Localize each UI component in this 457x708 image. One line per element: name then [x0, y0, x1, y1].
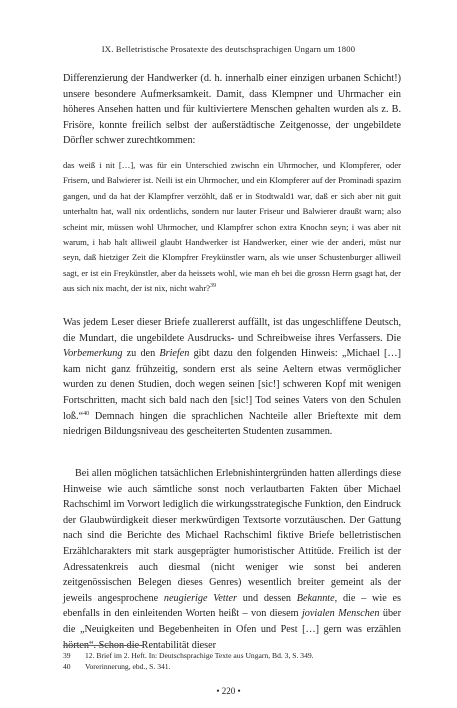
paragraph-3-text-b: und dessen — [237, 592, 297, 604]
emphasis-bekannte: Bekannte — [296, 592, 335, 604]
paragraph-3-text-c: , die – wie es ebenfalls in den einleitenden Worten heißt – von diesem — [63, 592, 401, 620]
quote-text: das weiß i nit […], was für ein Unterschied zwischn ein Uhrmocher, und Klompferer, oder Frisern, und Balwierer ist. Neili ist ein Uhrmocher, und ein Klompferer auf der Prominadi spazirn gangen, und da hat der Klampfrer verzöhlt, daß er in Stodtwald1 war, daß er sich aber nit guit unterhaltn hat, wall nix ordentlichs, sondern nur lauter Friseur und Balwierer draußt warn; also scheint mir, müssen wohl Uhrmocher, und Klampfrer schon extra Knochn seyn; i was aber nit warum, i hab halt alliweil glaubt Handwerker ist Handwerker, einer wie der anderi, müst nur seyn, daß hietziger Zeit die Klompfrer Freykünstler warn, als wie unser Schustenburger alliweil sagt, er ist ein Freykünstler, aber da heissets wohl, wie man eh bei die grossn Herrn gsagt hat, der aus sich nix macht, der ist nix, nicht wahr? — [63, 160, 401, 294]
footnote-text: Vorerinnerung, ebd., S. 341. — [85, 662, 171, 671]
footnote-40 — [63, 661, 401, 672]
footnote-39 — [63, 650, 401, 661]
paragraph-2 — [63, 315, 401, 440]
footnote-text: 12. Brief im 2. Heft. In: Deutschsprachige Texte aus Ungarn, Bd. 3, S. 349. — [85, 651, 314, 660]
paragraph-2-text-d: Demnach hingen die sprachlichen Nachteile aller Brieftexte mit dem niedrigen Bildungsniveau des gescheiterten Studenten zusammen. — [63, 410, 401, 438]
footnote-divider — [63, 645, 143, 646]
paragraph-3-text-d: über die „Neuigkeiten und Begebenheiten in Ofen und Pest […] gern was erzählen hörten“. Schon die Rentabilität dieser — [63, 608, 401, 651]
paragraph-1: Differenzierung der Handwerker (d. h. innerhalb einer einzigen urbanen Schicht!) unsere besondere Aufmerksamkeit. Damit, dass Klempner und Uhrmacher ein höheres Ansehen hatten und für kultiviertere Menschen gehalten wurden als z. B. Frisöre, konnte freilich selbst der außerstädtische Zeitgenosse, der ungebildete Dörfler schwer zurechtkommen: — [63, 73, 401, 147]
paragraph-2-text-c: gibt dazu den folgenden Hinweis: „Michael […] kam nicht ganz frühzeitig, sondern erst als seine Aeltern etwas vermöglicher wurden zu denen Studien, doch wegen seinen [sic!] schweren Kopf mit wenigen Fortschritten, macht sich bald nach den [sic!] Tod seines Vaters von den Schulen loß.“ — [63, 348, 401, 422]
footnote-number: 40 — [63, 662, 71, 671]
emphasis-vorbemerkung: Vorbemerkung — [63, 348, 123, 360]
paragraph-3-text-a: Bei allen möglichen tatsächlichen Erlebnishintergründen hatten allerdings diese Hinweise wie auch sämtliche sonst noch verlautbarten Fakten über Michael Rachschiml im Vorwort lediglich die wirkungsstrategische Funktion, den Eindruck der Glaubwürdigkeit dieser merkwürdigen Textsorte vorzutäuschen. Der Gattung nach sind die Berichte des Michael Rachschiml fiktive Briefe belletristischen Erzählcharakters mit stark ausgeprägter humoristischer Attitüde. Freilich ist der Adressatenkreis auch diesmal (nicht weniger wie sonst bei anderen zeitgenössischen Belegen dieses Genres) wesentlich breiter gemeint als der jeweils angesprochene — [63, 468, 401, 604]
page-number: • 220 • — [216, 686, 241, 696]
running-head: IX. Belletristische Prosatexte des deutschsprachigen Ungarn um 1800 — [101, 44, 356, 54]
footnote-ref-39: 39 — [210, 283, 217, 290]
footnote-ref-40: 40 — [83, 410, 90, 417]
emphasis-jovialen-menschen: jovialen Menschen — [301, 608, 380, 620]
emphasis-briefen: Briefen — [159, 348, 190, 360]
emphasis-neugierige-vetter: neugierige Vetter — [163, 592, 238, 604]
paragraph-2-text-b: zu den — [122, 348, 160, 360]
block-quote — [63, 158, 401, 297]
paragraph-2-text-a: Was jedem Leser dieser Briefe zuallererst auffällt, ist das ungeschliffene Deutsch, die Mundart, die ungebildete Ausdrucks- und Schreibweise ihres Verfassers. Die — [63, 317, 401, 344]
paragraph-3 — [63, 466, 401, 653]
footnote-number: 39 — [63, 651, 71, 660]
